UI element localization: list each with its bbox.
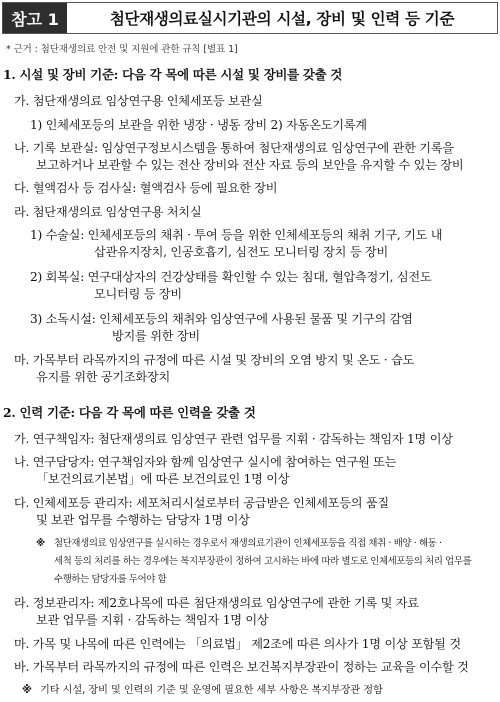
s2-note-line1: 첨단재생의료 임상연구를 실시하는 경우로서 재생의료기관이 인체세포등을 직접 채취 · 배양 · 해동 ·: [54, 538, 442, 549]
s1-item-ra: 라. 첨단재생의료 임상연구용 처치실: [14, 205, 202, 219]
footer-note: 기타 시설, 장비 및 인력의 기준 및 운영에 필요한 세부 사항은 복지부장관 정함: [40, 685, 383, 696]
section2-heading: 2. 인력 기준: 다음 각 목에 따른 인력을 갖출 것: [3, 405, 256, 420]
s2-item-na-line2: 「보건의료기본법」에 따른 보건의료인 1명 이상: [36, 472, 290, 486]
s1-item-ra3-line2: 방지를 위한 장비: [112, 329, 200, 343]
s1-item-ra3-line1: 3) 소독시설: 인체세포등의 채취와 임상연구에 사용된 물품 및 기구의 감염: [30, 312, 413, 326]
reference-badge: 참고 1: [3, 3, 67, 33]
footer-marker: ※: [22, 685, 32, 696]
s2-item-ba: 바. 가목부터 라목까지의 규정에 따른 인력은 보건복지부장관이 정하는 교육을 이수할 것: [14, 660, 469, 674]
page-title: 첨단재생의료실시기관의 시설, 장비 및 인력 등 기준: [109, 10, 455, 28]
s1-item-na-line1: 나. 기록 보관실: 임상연구정보시스템을 통하여 첨단재생의료 임상연구에 관한 기록을: [14, 141, 454, 155]
source-note: * 근거 : 첨단재생의료 안전 및 지원에 관한 규칙 [별표 1]: [6, 44, 238, 55]
s1-item-na-line2: 보고하거나 보관할 수 있는 전산 장비와 전산 자료 등의 보안을 유지할 수 있는 장비: [36, 158, 464, 172]
page-header: [2, 2, 498, 34]
s2-item-da-line1: 다. 인체세포등 관리자: 세포처리시설로부터 공급받은 인체세포등의 품질: [14, 496, 389, 510]
s1-item-da: 다. 혈액검사 등 검사실: 혈액검사 등에 필요한 장비: [14, 181, 278, 195]
s1-item-ra2-line2: 모니터링 등 장비: [94, 287, 182, 301]
s1-item-ra2-line1: 2) 회복실: 연구대상자의 건강상태를 확인할 수 있는 침대, 혈압측정기, 심전도: [30, 270, 432, 284]
s1-item-ma-line1: 마. 가목부터 라목까지의 규정에 따른 시설 및 장비의 오염 방지 및 온도 · 습도: [14, 353, 415, 367]
s2-item-ma: 마. 가목 및 나목에 따른 인력에는 「의료법」 제2조에 따른 의사가 1명 이상 포함될 것: [14, 637, 461, 651]
note-marker: ※: [36, 538, 45, 549]
s2-item-ra-line1: 라. 정보관리자: 제2호나목에 따른 첨단재생의료 임상연구에 관한 기록 및 자료: [14, 596, 419, 610]
s1-item-ra1-line1: 1) 수술실: 인체세포등의 채취 · 투여 등을 위한 인체세포등의 채취 기구, 기도 내: [30, 228, 443, 242]
s2-item-ra-line2: 보관 업무를 지휘 · 감독하는 책임자 1명 이상: [36, 613, 269, 627]
s2-note-line3: 수행하는 담당자를 두어야 함: [54, 574, 167, 585]
s1-item-ma-line2: 유지를 위한 공기조화장치: [36, 370, 171, 384]
s2-note-line2: 세척 등의 처리를 하는 경우에는 복지부장관이 정하여 고시하는 바에 따라 별도로 인체세포등의 처리 업무를: [54, 556, 472, 567]
s1-item-ra1-line2: 삽관유지장치, 인공호흡기, 심전도 모니터링 장치 등 장비: [94, 245, 389, 259]
s2-item-ga: 가. 연구책임자: 첨단재생의료 임상연구 관련 업무를 지휘 · 감독하는 책임자 1명 이상: [14, 432, 453, 446]
s1-item-ga: 가. 첨단재생의료 임상연구용 인체세포등 보관실: [14, 94, 263, 108]
section1-heading: 1. 시설 및 장비 기준: 다음 각 목에 따른 시설 및 장비를 갖출 것: [3, 67, 343, 82]
s1-item-ga-sub: 1) 인체세포등의 보관을 위한 냉장 · 냉동 장비 2) 자동온도기록계: [30, 118, 367, 132]
s2-item-da-line2: 및 보관 업무를 수행하는 담당자 1명 이상: [36, 513, 250, 527]
s2-item-na-line1: 나. 연구담당자: 연구책임자와 함께 임상연구 실시에 참여하는 연구원 또는: [14, 455, 397, 469]
